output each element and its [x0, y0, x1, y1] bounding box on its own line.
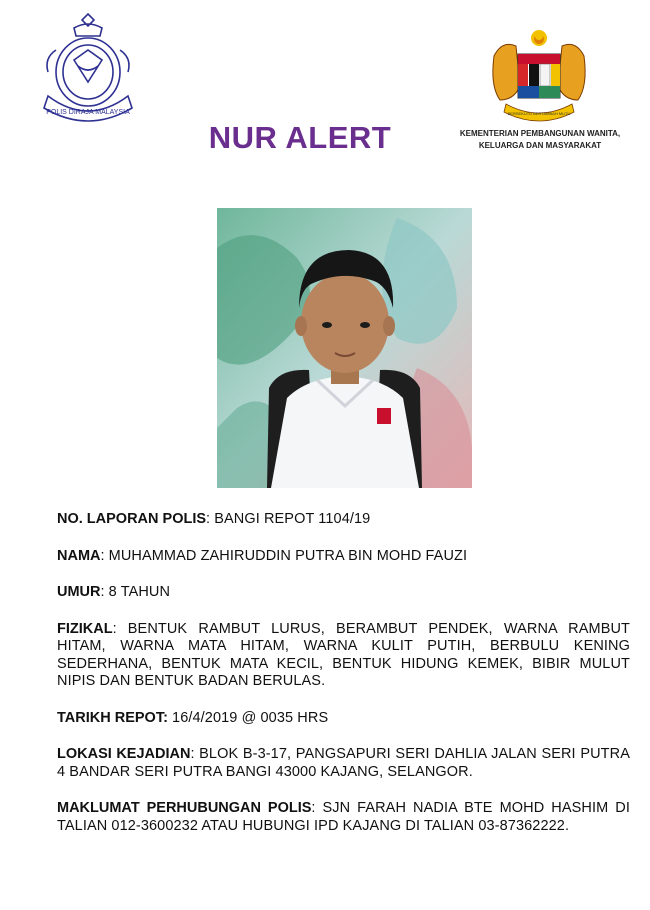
field-report-date: [57, 710, 630, 728]
field-sep: :: [100, 584, 105, 600]
field-police-report: [57, 511, 630, 529]
field-physical: [57, 621, 630, 691]
field-label: MAKLUMAT PERHUBUNGAN POLIS: [57, 800, 312, 816]
field-police-contact: [57, 800, 630, 835]
crest-motto: BERSEKUTU BERTAMBAH MUTU: [507, 111, 571, 116]
field-value: SJN FARAH NADIA BTE MOHD HASHIM DI TALIAN 012-3600232 ATAU HUBUNGI IPD KAJANG DI TALIAN 03-87362222.: [57, 800, 631, 834]
police-logo: [34, 10, 142, 128]
field-sep: :: [190, 746, 195, 762]
field-sep: :: [100, 547, 105, 564]
field-label: NAMA: [57, 547, 101, 564]
field-value: 8 TAHUN: [104, 584, 171, 600]
ministry-line-2: KELUARGA DAN MASYARAKAT: [478, 141, 602, 150]
field-sep: :: [206, 511, 211, 527]
page-title: NUR ALERT: [208, 120, 392, 155]
field-value: BLOK B-3-17, PANGSAPURI SERI DAHLIA JALAN SERI PUTRA 4 BANDAR SERI PUTRA BANGI 43000 KAJANG, SELANGOR.: [57, 746, 630, 780]
field-label: NO. LAPORAN POLIS: [57, 511, 207, 527]
field-value: 16/4/2019 @ 0035 HRS: [167, 709, 329, 726]
field-label: TARIKH REPOT:: [57, 709, 168, 726]
ministry-line-1: KEMENTERIAN PEMBANGUNAN WANITA,: [459, 129, 621, 138]
field-age: [57, 584, 630, 602]
field-label: LOKASI KEJADIAN: [57, 746, 191, 762]
ministry-name: [445, 128, 635, 152]
field-name: [57, 548, 630, 566]
field-label: UMUR: [57, 584, 101, 600]
field-sep: :: [311, 800, 316, 816]
field-value: MUHAMMAD ZAHIRUDDIN PUTRA BIN MOHD FAUZI: [104, 547, 468, 564]
field-label: FIZIKAL: [57, 620, 113, 637]
details-section: [57, 511, 630, 854]
field-location: [57, 746, 630, 781]
police-logo-text: POLIS DIRAJA MALAYSIA: [46, 109, 130, 116]
field-value: BENTUK RAMBUT LURUS, BERAMBUT PENDEK, WARNA RAMBUT HITAM, WARNA MATA HITAM, WARNA KULIT PUTIH, BERBULU KENING SEDERHANA, BENTUK MATA KECIL, BENTUK HIDUNG KEMEK, BIBIR MULUT NIPIS DAN BENTUK BADAN BERULAS.: [57, 620, 630, 689]
field-value: BANGI REPOT 1104/19: [210, 511, 371, 527]
missing-child-photo: [217, 208, 472, 488]
field-sep: :: [112, 620, 117, 637]
government-crest: [484, 26, 594, 126]
